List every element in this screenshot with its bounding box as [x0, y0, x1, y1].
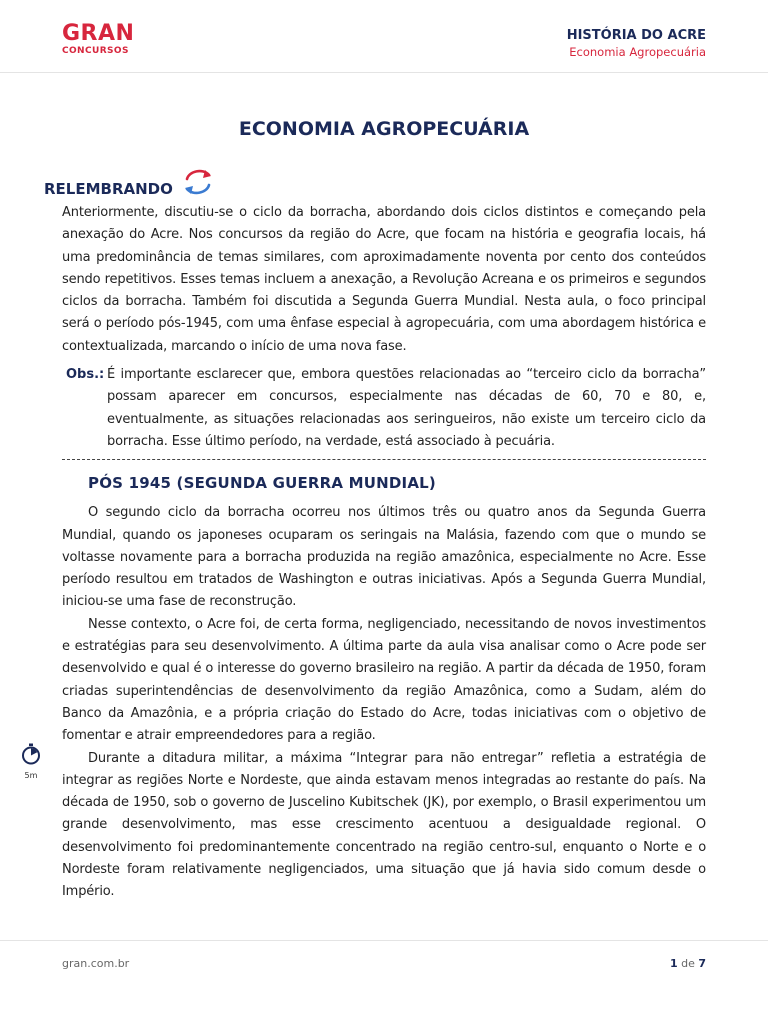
page-title: ECONOMIA AGROPECUÁRIA [238, 118, 530, 140]
section-heading: PÓS 1945 (SEGUNDA GUERRA MUNDIAL) [88, 474, 436, 493]
obs-text: É importante esclarecer que, embora questões relacionadas ao “terceiro ciclo da borracha” possam aparecer em concursos, especialmente nas décadas de 60, 70 e 80, e, eventualmente, as situações relacionadas aos seringueiros, não existe um terceiro ciclo da borracha. Esse último período, na verdade, está associado à pecuária. [107, 367, 706, 449]
timer-label: 5m [24, 771, 38, 780]
page-footer [0, 940, 768, 1025]
page-of: de [681, 957, 695, 970]
page-total: 7 [698, 957, 706, 970]
section-paragraph-3: Durante a ditadura militar, a máxima “Integrar para não entregar” refletia a estratégia de integrar as regiões Norte e Nordeste, que ainda estavam menos integradas ao restante do país. Na década de 1950, sob o governo de Juscelino Kubitschek (JK), por exemplo, o Brasil experimentou um grande desenvolvimento, mas esse crescimento acentuou a desigualdade regional. O desenvolvimento foi predominantemente concentrado na região centro-sul, enquanto o Norte e o Nordeste foram relativamente negligenciados, uma situação que já havia sido comum desde o Império. [62, 750, 706, 900]
gran-logo [62, 23, 134, 56]
timer-icon [21, 752, 41, 769]
relembrando-heading [44, 174, 706, 200]
footer-url[interactable]: gran.com.br [62, 957, 130, 970]
timer-marker [16, 743, 46, 780]
section-paragraph-2: Nesse contexto, o Acre foi, de certa forma, negligenciado, necessitando de novos investimentos e estratégias para seu desenvolvimento. A última parte da aula visa analisar como o Acre pode ser desenvolvido e qual é o interesse do governo brasileiro na região. A partir da década de 1950, foram criadas superintendências de desenvolvimento da região Amazônica, como a Sudam, além do Banco da Amazônia, e a própria criação do Estado do Acre, todas iniciativas com o objetivo de fomentar e atrair empreendedores para a região. [62, 616, 706, 744]
section-paragraph-1: O segundo ciclo da borracha ocorreu nos últimos três ou quatro anos da Segunda Guerra Mundial, quando os japoneses ocuparam os seringais na Malásia, fazendo com que o mundo se voltasse novamente para a borracha produzida na região amazônica, especialmente no Acre. Esse período resultou em tratados de Washington e outras iniciativas. Após a Segunda Guerra Mundial, iniciou-se uma fase de reconstrução. [62, 505, 706, 610]
page-header [0, 0, 768, 73]
obs-tag: Obs.: [66, 367, 105, 383]
document-title: HISTÓRIA DO ACRE [566, 28, 706, 43]
relembrando-label: RELEMBRANDO [44, 179, 173, 198]
logo-main-text: GRAN [62, 21, 135, 46]
page-current: 1 [669, 957, 678, 970]
document-title-block [567, 28, 706, 60]
observation-block [62, 364, 706, 453]
main-content [44, 116, 706, 904]
page-number [670, 957, 706, 970]
refresh-arrows-icon [181, 166, 215, 203]
logo-sub-text: CONCURSOS [62, 46, 129, 56]
document-subtitle: Economia Agropecuária [569, 45, 706, 59]
relembrando-paragraph: Anteriormente, discutiu-se o ciclo da borracha, abordando dois ciclos distintos e começando pela anexação do Acre. Nos concursos da região do Acre, que focam na história e geografia locais, há uma predominância de temas similares, com aproximadamente noventa por cento dos conteúdos sendo repetitivos. Esses temas incluem a anexação, a Revolução Acreana e os primeiros e segundos ciclos da borracha. Também foi discutida a Segunda Guerra Mundial. Nesta aula, o foco principal será o período pós-1945, com uma ênfase especial à agropecuária, com uma abordagem histórica e contextualizada, marcando o início de uma nova fase. [62, 205, 706, 354]
dashed-divider [62, 459, 706, 460]
